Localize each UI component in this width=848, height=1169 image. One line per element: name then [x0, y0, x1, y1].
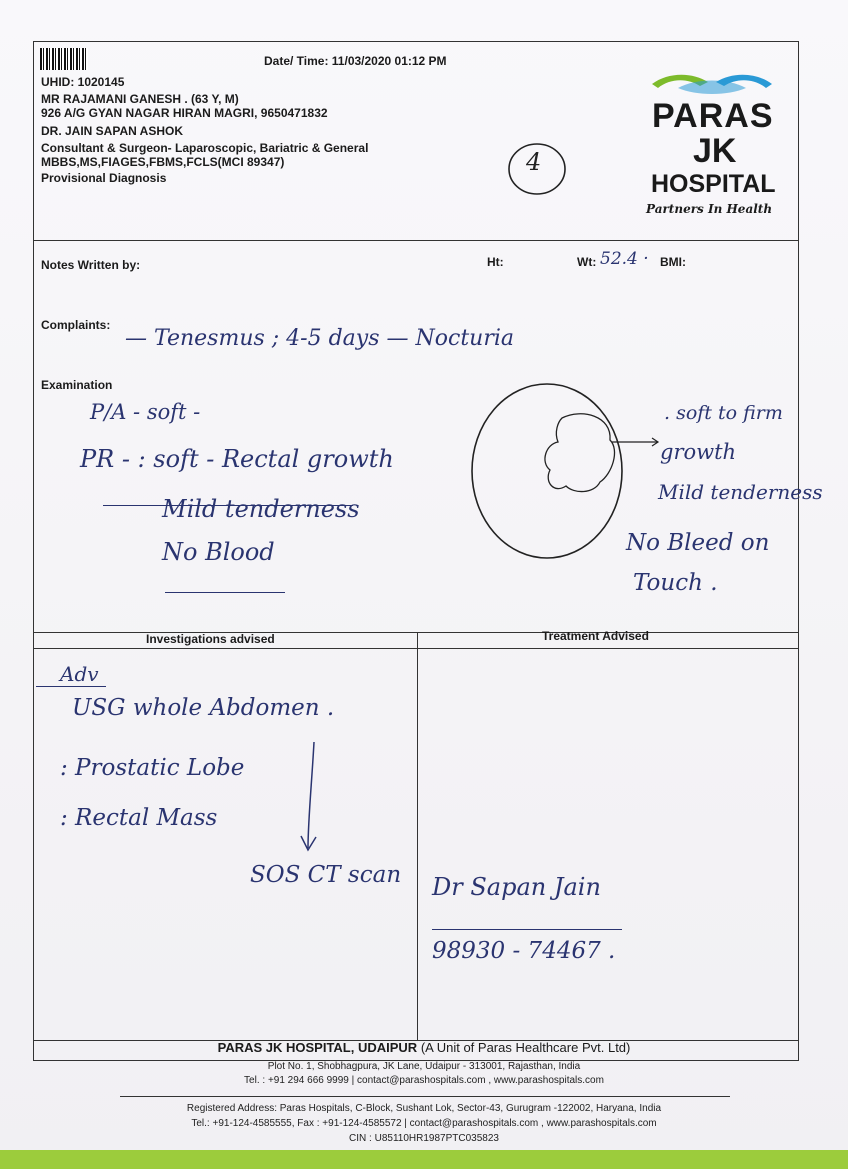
footer-registered-address: Registered Address: Paras Hospitals, C-Block, Sushant Lok, Sector-43, Gurugram -122002, Haryana, India — [186, 1103, 662, 1114]
doctor-signature: Dr Sapan Jain — [432, 873, 601, 901]
uhid: UHID: 1020145 — [41, 75, 125, 89]
diagram-note-3: Mild tenderness — [658, 480, 823, 504]
visit-datetime: Date/ Time: 11/03/2020 01:12 PM — [264, 54, 447, 68]
barcode — [40, 48, 88, 70]
investigation-line-4: SOS CT scan — [250, 862, 402, 888]
logo-jk: JK — [693, 132, 737, 170]
logo-hospital: HOSPITAL — [651, 170, 776, 198]
footer-cin: CIN : U85110HR1987PTC035823 — [349, 1133, 499, 1144]
exam-line-3: Mild tenderness — [162, 495, 360, 523]
doctor-qualifications: MBBS,MS,FIAGES,FBMS,FCLS(MCI 89347) — [41, 155, 285, 169]
column-divider — [417, 632, 418, 1040]
footer-hospital-unit: (A Unit of Paras Healthcare Pvt. Ltd) — [420, 1040, 631, 1055]
provisional-diagnosis-label: Provisional Diagnosis — [41, 171, 167, 185]
exam-line-2: PR - : soft - Rectal growth — [80, 445, 394, 473]
weight-label: Wt: — [577, 255, 597, 269]
treatment-label: Treatment Advised — [542, 629, 649, 643]
adv-underline — [36, 686, 106, 687]
bmi-label: BMI: — [660, 255, 686, 269]
doctor-name: DR. JAIN SAPAN ASHOK — [41, 124, 184, 138]
footer-registered-contact: Tel.: +91-124-4585555, Fax : +91-124-4585572 | contact@parashospitals.com , www.parashospitals.com — [191, 1118, 657, 1129]
complaints-text: — Tenesmus ; 4-5 days — Nocturia — [125, 326, 514, 351]
patient-name: MR RAJAMANI GANESH . (63 Y, M) — [41, 92, 239, 106]
investigations-label: Investigations advised — [146, 632, 275, 646]
footer-contact: Tel. : +91 294 666 9999 | contact@parashospitals.com , www.parashospitals.com — [244, 1075, 604, 1086]
header-divider — [33, 240, 799, 241]
signature-underline — [432, 929, 622, 930]
examination-label: Examination — [41, 378, 113, 392]
complaints-label: Complaints: — [41, 318, 111, 332]
section-header-divider — [33, 648, 799, 649]
doctor-phone: 98930 - 74467 . — [432, 938, 616, 964]
investigation-line-1: USG whole Abdomen . — [72, 695, 335, 721]
exam-underline-2 — [165, 592, 285, 593]
logo-paras: PARAS — [652, 97, 774, 135]
investigation-line-2: : Prostatic Lobe — [60, 755, 245, 781]
logo-tagline: Partners In Health — [646, 202, 773, 216]
notes-written-by-label: Notes Written by: — [41, 258, 141, 272]
height-label: Ht: — [487, 255, 504, 269]
diagram-note-5: Touch . — [633, 570, 718, 596]
doctor-designation: Consultant & Surgeon- Laparoscopic, Bariatric & General — [41, 141, 369, 155]
circled-number: 4 — [526, 148, 542, 176]
patient-address: 926 A/G GYAN NAGAR HIRAN MAGRI, 9650471832 — [41, 106, 328, 120]
diagram-note-2: growth — [660, 440, 737, 464]
exam-line-4: No Blood — [162, 538, 275, 566]
investigation-line-3: : Rectal Mass — [60, 805, 218, 831]
footer-green-bar — [0, 1150, 848, 1169]
exam-line-1: P/A - soft - — [90, 400, 201, 424]
weight-value: 52.4 · — [600, 249, 649, 269]
footer-rule — [120, 1096, 730, 1097]
paras-logo-icon — [648, 68, 776, 98]
footer-hospital-line — [0, 1040, 848, 1055]
diagram-note-4: No Bleed on — [626, 530, 770, 556]
investigation-adv: Adv — [60, 662, 99, 686]
down-arrow-icon — [296, 740, 326, 855]
diagram-note-1: . soft to firm — [664, 402, 783, 424]
footer-plot-address: Plot No. 1, Shobhagpura, JK Lane, Udaipur - 313001, Rajasthan, India — [267, 1061, 581, 1072]
footer-hospital-name: PARAS JK HOSPITAL, UDAIPUR — [217, 1040, 418, 1055]
